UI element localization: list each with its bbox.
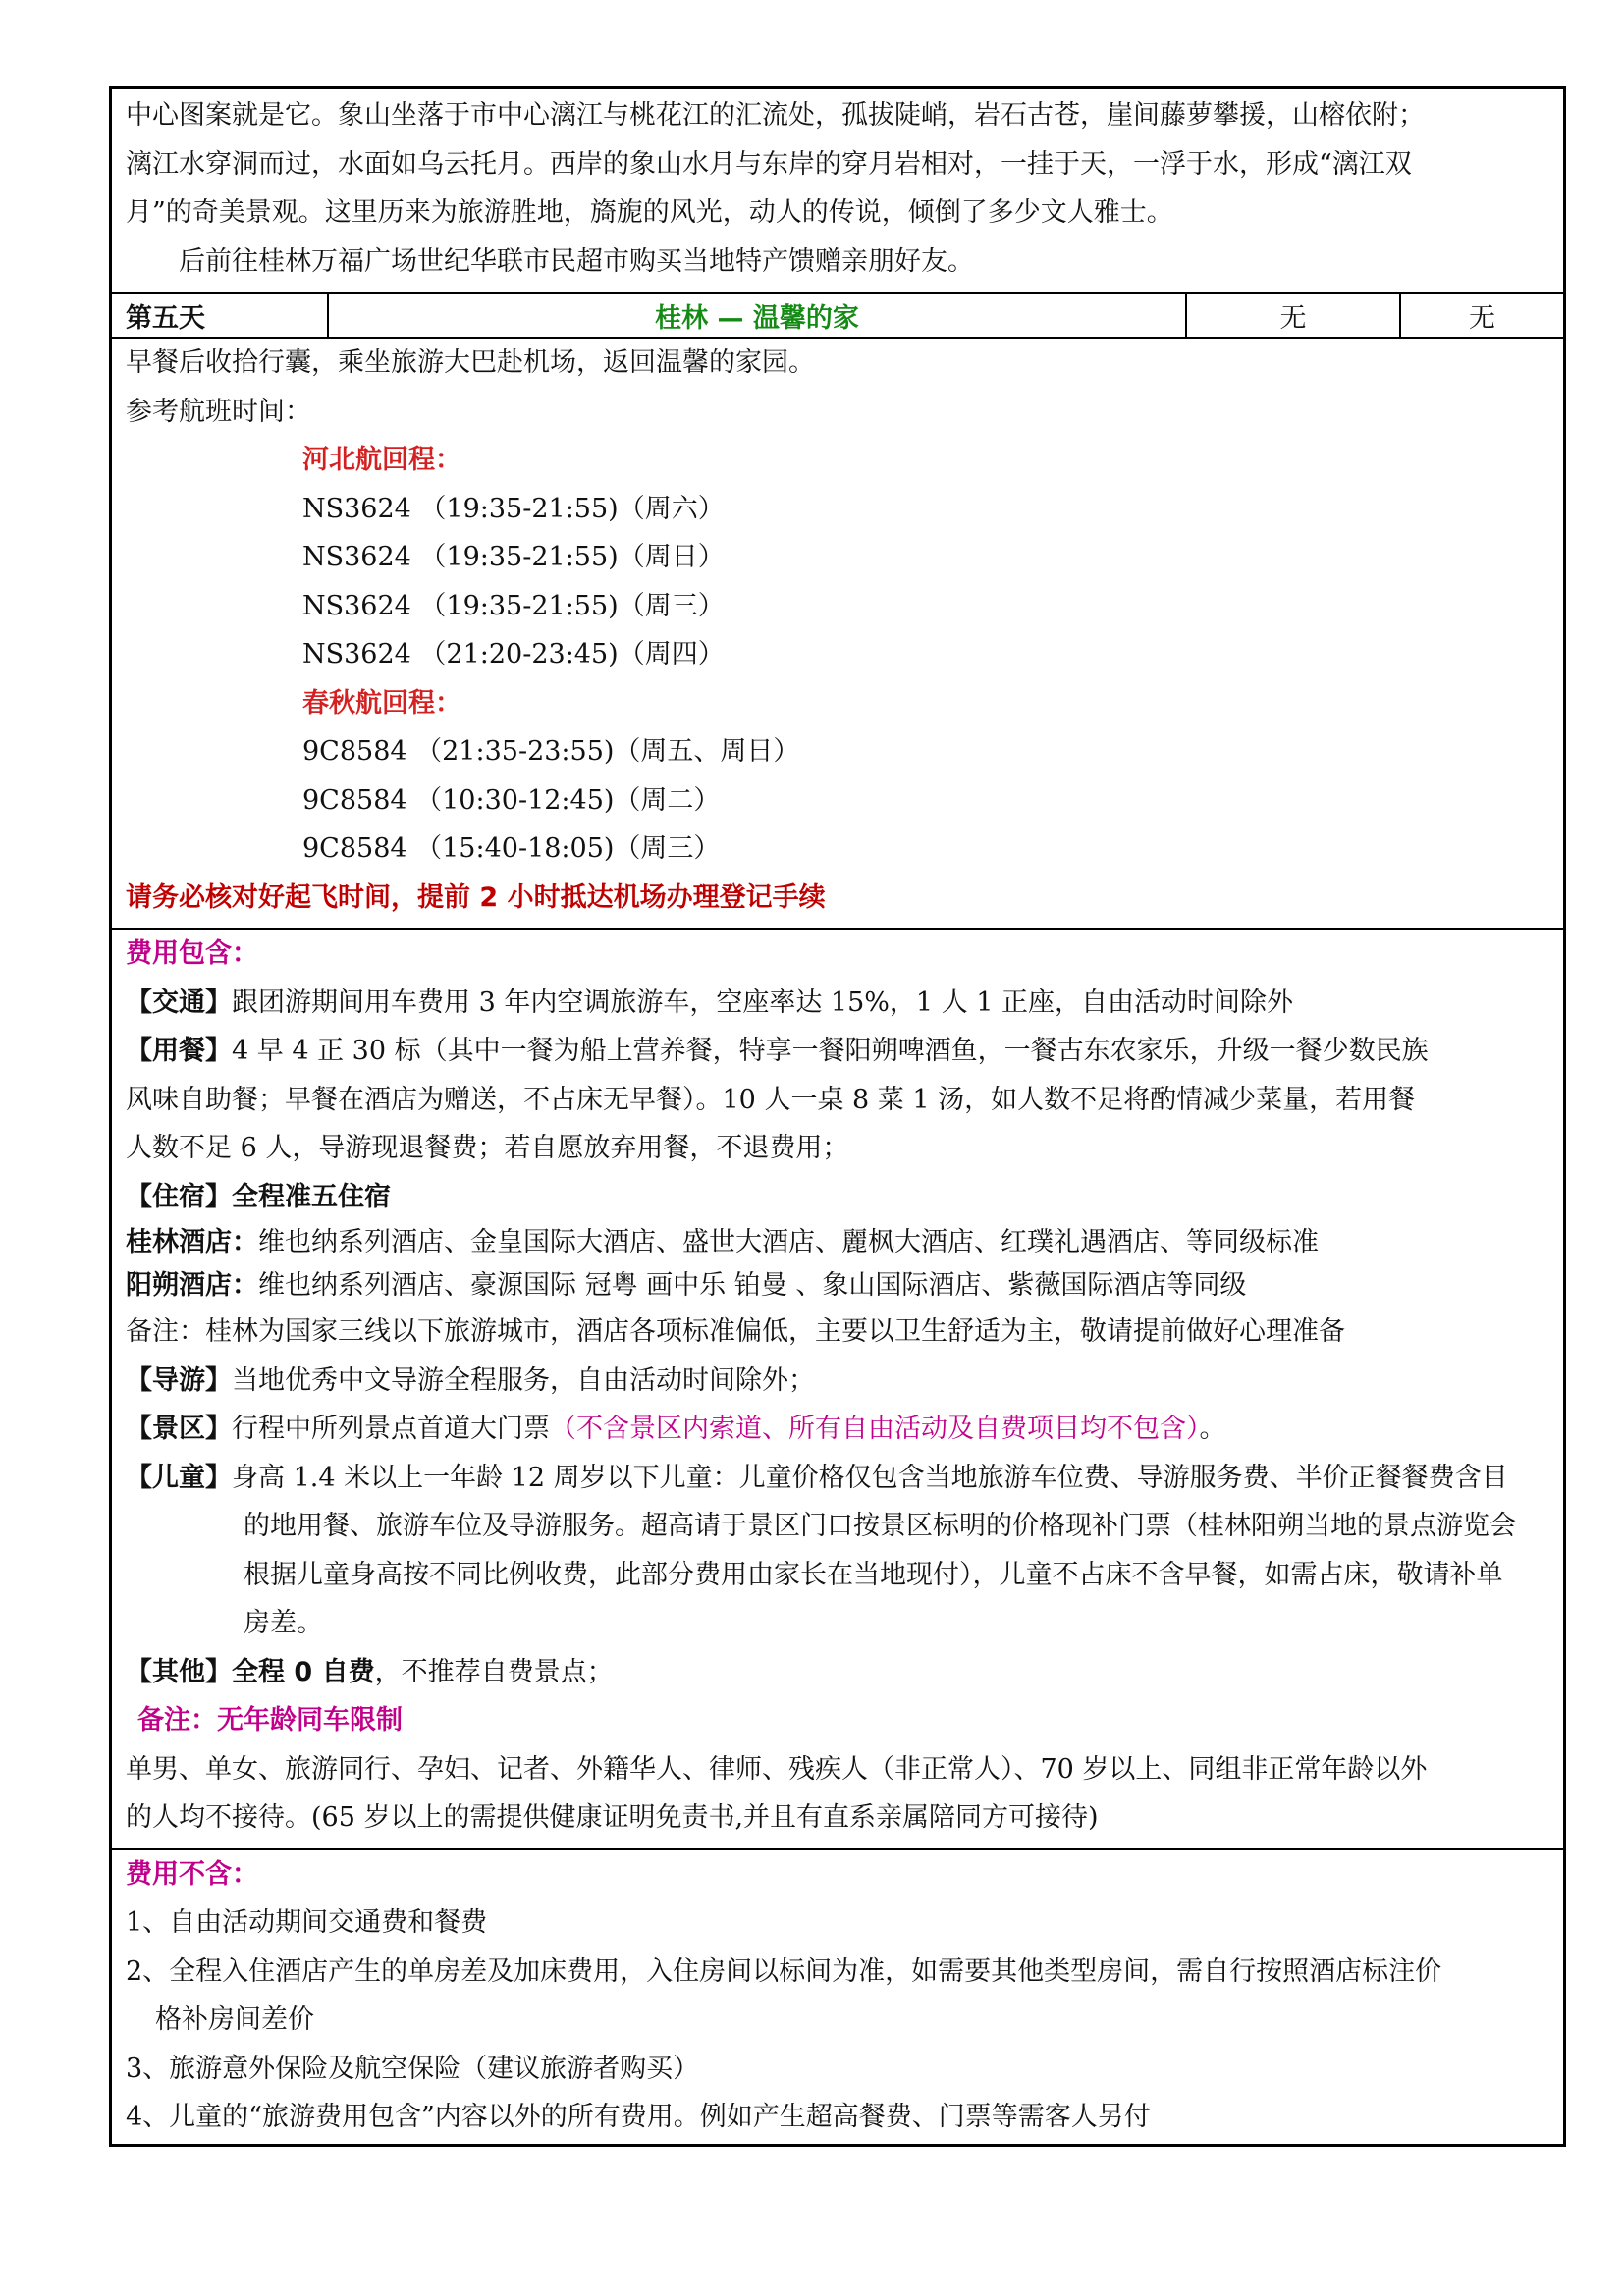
day5-line: 早餐后收拾行囊，乘坐旅游大巴赴机场，返回温馨的家园。 (126, 347, 815, 378)
itinerary-table (109, 86, 1566, 2147)
excluded-item-cont: 格补房间差价 (155, 2004, 314, 2035)
itinerary-page (109, 86, 1566, 2147)
day5-label: 第五天 (112, 294, 329, 337)
chunqiu-return-title: 春秋航回程： (302, 687, 461, 719)
scenic-text: 行程中所列景点首道大门票 (232, 1414, 550, 1444)
day5-meal-2: 无 (1469, 302, 1495, 334)
scenic-label: 【景区】 (126, 1414, 232, 1444)
transport-label: 【交通】 (126, 987, 232, 1018)
transport-item (126, 979, 1553, 1028)
hebei-flight: NS3624 （21:20-23:45)（周四） (302, 639, 725, 669)
hebei-flight: NS3624 （19:35-21:55)（周三） (302, 590, 725, 621)
child-item (126, 1454, 1553, 1503)
yangshuo-hotel (126, 1264, 1553, 1308)
meal-item (126, 1027, 1553, 1076)
hebei-flight: NS3624 （19:35-21:55)（周六） (302, 493, 725, 524)
hotel-note: 备注：桂林为国家三线以下旅游城市，酒店各项标准偏低，主要以卫生舒适为主，敬请提前做好心理准备 (126, 1316, 1345, 1347)
chunqiu-flight: 9C8584 （10:30-12:45)（周二） (302, 784, 721, 816)
day5-content (112, 337, 1563, 928)
yangshuo-hotel-text: 维也纳系列酒店、豪源国际 冠粤 画中乐 铂曼 、象山国际酒店、紫薇国际酒店等同级 (258, 1270, 1247, 1301)
meal-label: 【用餐】 (126, 1036, 232, 1066)
age-limit-text: 的人均不接待。(65 岁以上的需提供健康证明免责书,并且有直系亲属陪同方可接待) (126, 1802, 1099, 1833)
guide-item (126, 1357, 1553, 1406)
scenic-item (126, 1405, 1553, 1454)
excluded-item: 3、旅游意外保险及航空保险（建议旅游者购买） (126, 2053, 700, 2084)
guide-text: 当地优秀中文导游全程服务，自由活动时间除外； (232, 1364, 815, 1396)
scenic-note: （不含景区内索道、所有自由活动及自费项目均不包含） (550, 1414, 1200, 1444)
yangshuo-hotel-label: 阳朔酒店： (126, 1270, 258, 1301)
child-text: 根据儿童身高按不同比例收费，此部分费用由家长在当地现付），儿童不占床不含早餐，如需占床，敬请补单 (244, 1559, 1503, 1590)
chunqiu-flight: 9C8584 （15:40-18:05)（周三） (302, 833, 721, 864)
day4-text-line: 中心图案就是它。象山坐落于市中心漓江与桃花江的汇流处，孤拔陡峭，岩石古苍，崖间藤萝攀援，山榕依附； (126, 100, 1425, 131)
guide-label: 【导游】 (126, 1364, 232, 1396)
other-item (126, 1648, 1553, 1697)
day4-shopping: 后前往桂林万福广场世纪华联市民超市购买当地特产馈赠亲朋好友。 (179, 245, 974, 277)
other-text: ，不推荐自费景点； (374, 1656, 614, 1687)
fees-excluded (112, 1848, 1563, 2144)
hotel-label: 【住宿】全程准五住宿 (126, 1181, 391, 1212)
meal-text: 风味自助餐；早餐在酒店为赠送，不占床无早餐）。10 人一桌 8 菜 1 汤，如人数不足将酌情减少菜量，若用餐 (126, 1084, 1416, 1115)
guilin-hotel-label: 桂林酒店： (126, 1227, 258, 1257)
hebei-flight: NS3624 （19:35-21:55)（周日） (302, 542, 725, 572)
fees-included (112, 928, 1563, 1848)
age-limit-title: 备注：无年龄同车限制 (137, 1705, 403, 1735)
day5-route: 桂林 — 温馨的家 (329, 294, 1187, 337)
chunqiu-flight: 9C8584 （21:35-23:55)（周五、周日） (302, 736, 800, 767)
scenic-end: 。 (1199, 1414, 1226, 1444)
day4-text-line: 月”的奇美景观。这里历来为旅游胜地，旖旎的风光，动人的传说，倾倒了多少文人雅士。 (126, 197, 1173, 228)
meal-text: 人数不足 6 人，导游现退餐费；若自愿放弃用餐，不退费用； (126, 1133, 849, 1163)
child-label: 【儿童】 (126, 1462, 232, 1493)
child-text: 的地用餐、旅游车位及导游服务。超高请于景区门口按景区标明的价格现补门票（桂林阳朔当地的景点游览会 (244, 1511, 1516, 1541)
age-limit-text: 单男、单女、旅游同行、孕妇、记者、外籍华人、律师、残疾人（非正常人）、70 岁以上、同组非正常年龄以外 (126, 1753, 1428, 1785)
flight-warning: 请务必核对好起飞时间，提前 2 小时抵达机场办理登记手续 (126, 881, 826, 913)
guilin-hotel-text: 维也纳系列酒店、金皇国际大酒店、盛世大酒店、麗枫大酒店、红璞礼遇酒店、等同级标准 (258, 1227, 1319, 1257)
day5-header-row (112, 292, 1563, 337)
fees-included-title: 费用包含： (126, 938, 258, 969)
fees-excluded-title: 费用不含： (126, 1858, 258, 1890)
day4-continuation (112, 89, 1563, 292)
excluded-item: 1、自由活动期间交通费和餐费 (126, 1907, 488, 1938)
meal-text: 4 早 4 正 30 标（其中一餐为船上营养餐，特享一餐阳朔啤酒鱼，一餐古东农家乐，升级一餐少数民族 (232, 1036, 1429, 1066)
hebei-return-title: 河北航回程： (302, 445, 461, 475)
transport-text: 跟团游期间用车费用 3 年内空调旅游车，空座率达 15%，1 人 1 正座，自由活动时间除外 (232, 987, 1294, 1018)
guilin-hotel (126, 1221, 1553, 1264)
other-label: 【其他】全程 0 自费 (126, 1656, 375, 1687)
child-text: 身高 1.4 米以上一年龄 12 周岁以下儿童：儿童价格仅包含当地旅游车位费、导游服务费、半价正餐餐费含目 (232, 1462, 1508, 1493)
child-text: 房差。 (244, 1608, 323, 1638)
flight-reference: 参考航班时间： (126, 396, 311, 427)
excluded-item: 4、儿童的“旅游费用包含”内容以外的所有费用。例如产生超高餐费、门票等需客人另付 (126, 2102, 1151, 2132)
day4-text-line: 漓江水穿洞而过，水面如乌云托月。西岸的象山水月与东岸的穿月岩相对，一挂于天，一浮于水，形成“漓江双 (126, 148, 1412, 180)
day5-meal-1: 无 (1187, 294, 1401, 337)
excluded-item: 2、全程入住酒店产生的单房差及加床费用，入住房间以标间为准，如需要其他类型房间，需自行按照酒店标注价 (126, 1955, 1442, 1987)
